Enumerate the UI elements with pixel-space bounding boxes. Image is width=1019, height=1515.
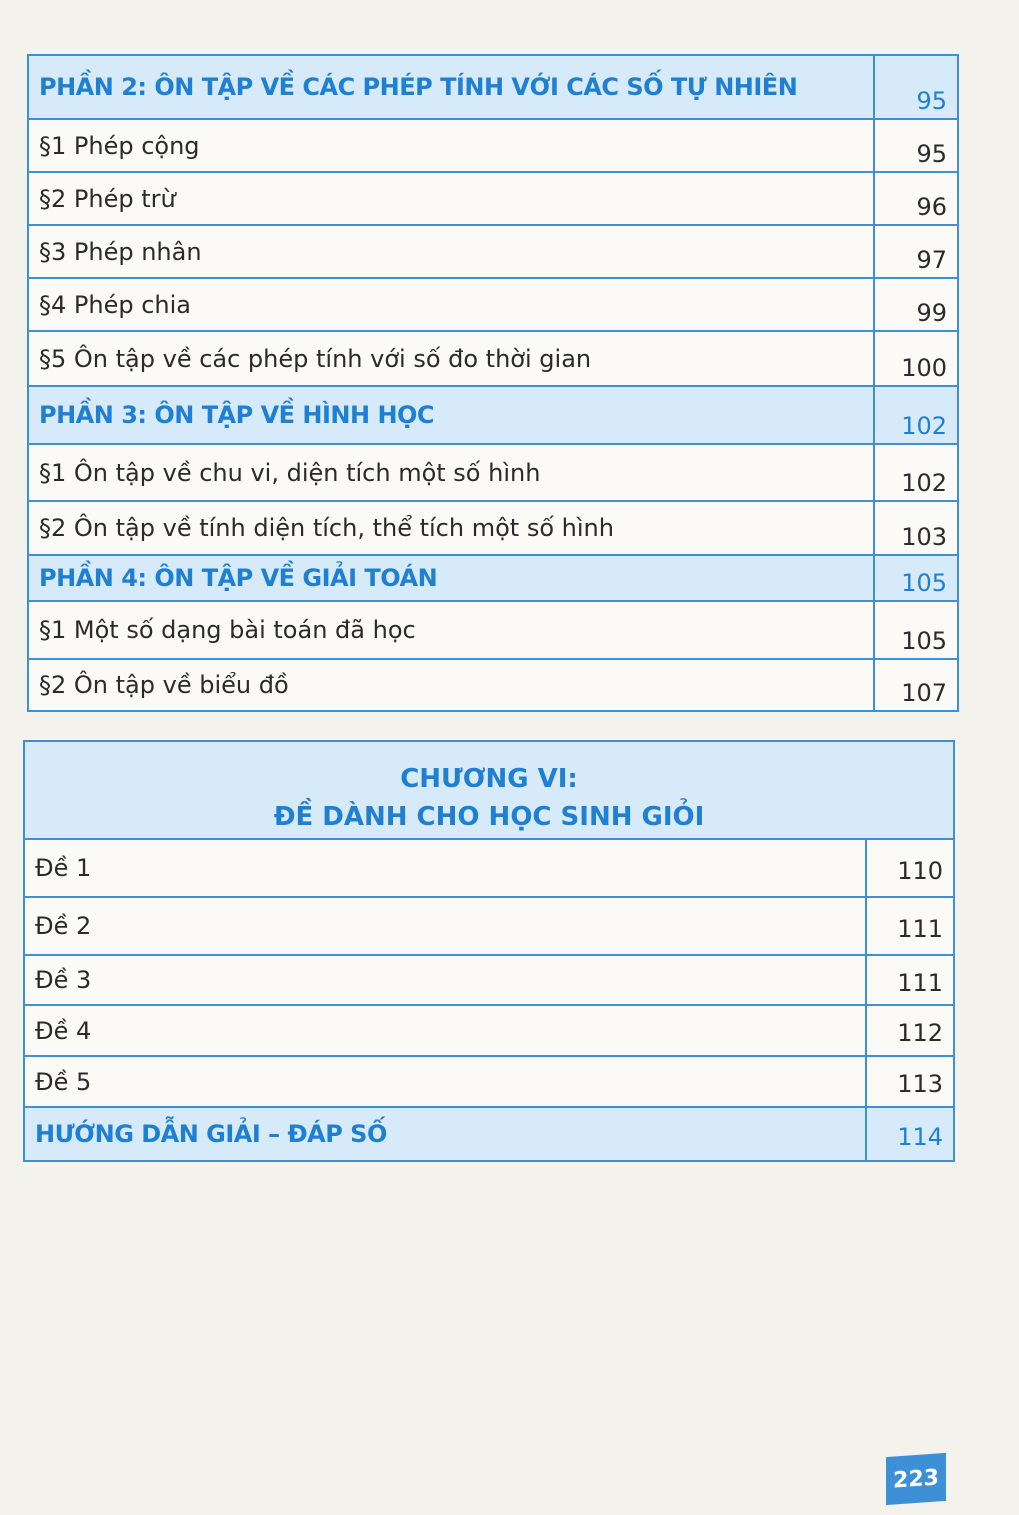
toc-entry-title: §4 Phép chia <box>28 278 874 331</box>
toc-section-row[interactable] <box>24 1107 954 1161</box>
toc-entry-title: §2 Ôn tập về biểu đồ <box>28 659 874 711</box>
toc-page-number: 97 <box>874 225 958 278</box>
page-number-badge: 223 <box>886 1453 946 1505</box>
toc-page-number: 102 <box>874 386 958 444</box>
toc-page-number: 100 <box>874 331 958 386</box>
toc-page-number: 114 <box>866 1107 954 1161</box>
toc-entry-title: §1 Một số dạng bài toán đã học <box>28 601 874 659</box>
toc-row[interactable] <box>24 897 954 955</box>
toc-page-number: 96 <box>874 172 958 225</box>
toc-entry-title: §2 Ôn tập về tính diện tích, thể tích một số hình <box>28 501 874 555</box>
toc-entry-title: Đề 3 <box>24 955 866 1005</box>
toc-page-number: 111 <box>866 897 954 955</box>
toc-row[interactable] <box>24 1056 954 1107</box>
toc-row[interactable] <box>28 501 958 555</box>
toc-page-number: 111 <box>866 955 954 1005</box>
chapter-header-row <box>24 741 954 839</box>
toc-row[interactable] <box>24 1005 954 1056</box>
toc-row[interactable] <box>28 225 958 278</box>
chapter-header <box>24 741 954 839</box>
toc-entry-title: Đề 2 <box>24 897 866 955</box>
toc-entry-title: §2 Phép trừ <box>28 172 874 225</box>
toc-section-row[interactable] <box>28 386 958 444</box>
toc-page-number: 110 <box>866 839 954 897</box>
toc-row[interactable] <box>28 659 958 711</box>
toc-entry-title: §3 Phép nhân <box>28 225 874 278</box>
toc-entry-title: §5 Ôn tập về các phép tính với số đo thời gian <box>28 331 874 386</box>
toc-section-title: PHẦN 3: ÔN TẬP VỀ HÌNH HỌC <box>28 386 874 444</box>
toc-page-number: 103 <box>874 501 958 555</box>
toc-entry-title: Đề 1 <box>24 839 866 897</box>
toc-row[interactable] <box>28 601 958 659</box>
chapter-title: ĐỀ DÀNH CHO HỌC SINH GIỎI <box>273 802 705 832</box>
toc-page-number: 99 <box>874 278 958 331</box>
toc-row[interactable] <box>28 119 958 172</box>
toc-table-part2-4 <box>27 54 959 712</box>
toc-row[interactable] <box>24 955 954 1005</box>
toc-page-number: 102 <box>874 444 958 501</box>
toc-row[interactable] <box>28 331 958 386</box>
toc-entry-title: Đề 4 <box>24 1005 866 1056</box>
toc-entry-title: Đề 5 <box>24 1056 866 1107</box>
toc-entry-title: §1 Phép cộng <box>28 119 874 172</box>
toc-table-chapter6 <box>23 740 955 1162</box>
toc-page-number: 107 <box>874 659 958 711</box>
toc-row[interactable] <box>28 278 958 331</box>
toc-section-row[interactable] <box>28 555 958 601</box>
toc-page-number: 95 <box>874 119 958 172</box>
toc-row[interactable] <box>28 444 958 501</box>
toc-section-title: HƯỚNG DẪN GIẢI – ĐÁP SỐ <box>24 1107 866 1161</box>
toc-section-title: PHẦN 2: ÔN TẬP VỀ CÁC PHÉP TÍNH VỚI CÁC SỐ TỰ NHIÊN <box>28 55 874 119</box>
toc-section-title: PHẦN 4: ÔN TẬP VỀ GIẢI TOÁN <box>28 555 874 601</box>
toc-section-row[interactable] <box>28 55 958 119</box>
toc-page-number: 112 <box>866 1005 954 1056</box>
toc-entry-title: §1 Ôn tập về chu vi, diện tích một số hình <box>28 444 874 501</box>
chapter-label: CHƯƠNG VI: <box>400 764 578 794</box>
toc-page-number: 105 <box>874 555 958 601</box>
toc-page-number: 95 <box>874 55 958 119</box>
toc-row[interactable] <box>28 172 958 225</box>
toc-page-number: 113 <box>866 1056 954 1107</box>
toc-row[interactable] <box>24 839 954 897</box>
toc-page-number: 105 <box>874 601 958 659</box>
